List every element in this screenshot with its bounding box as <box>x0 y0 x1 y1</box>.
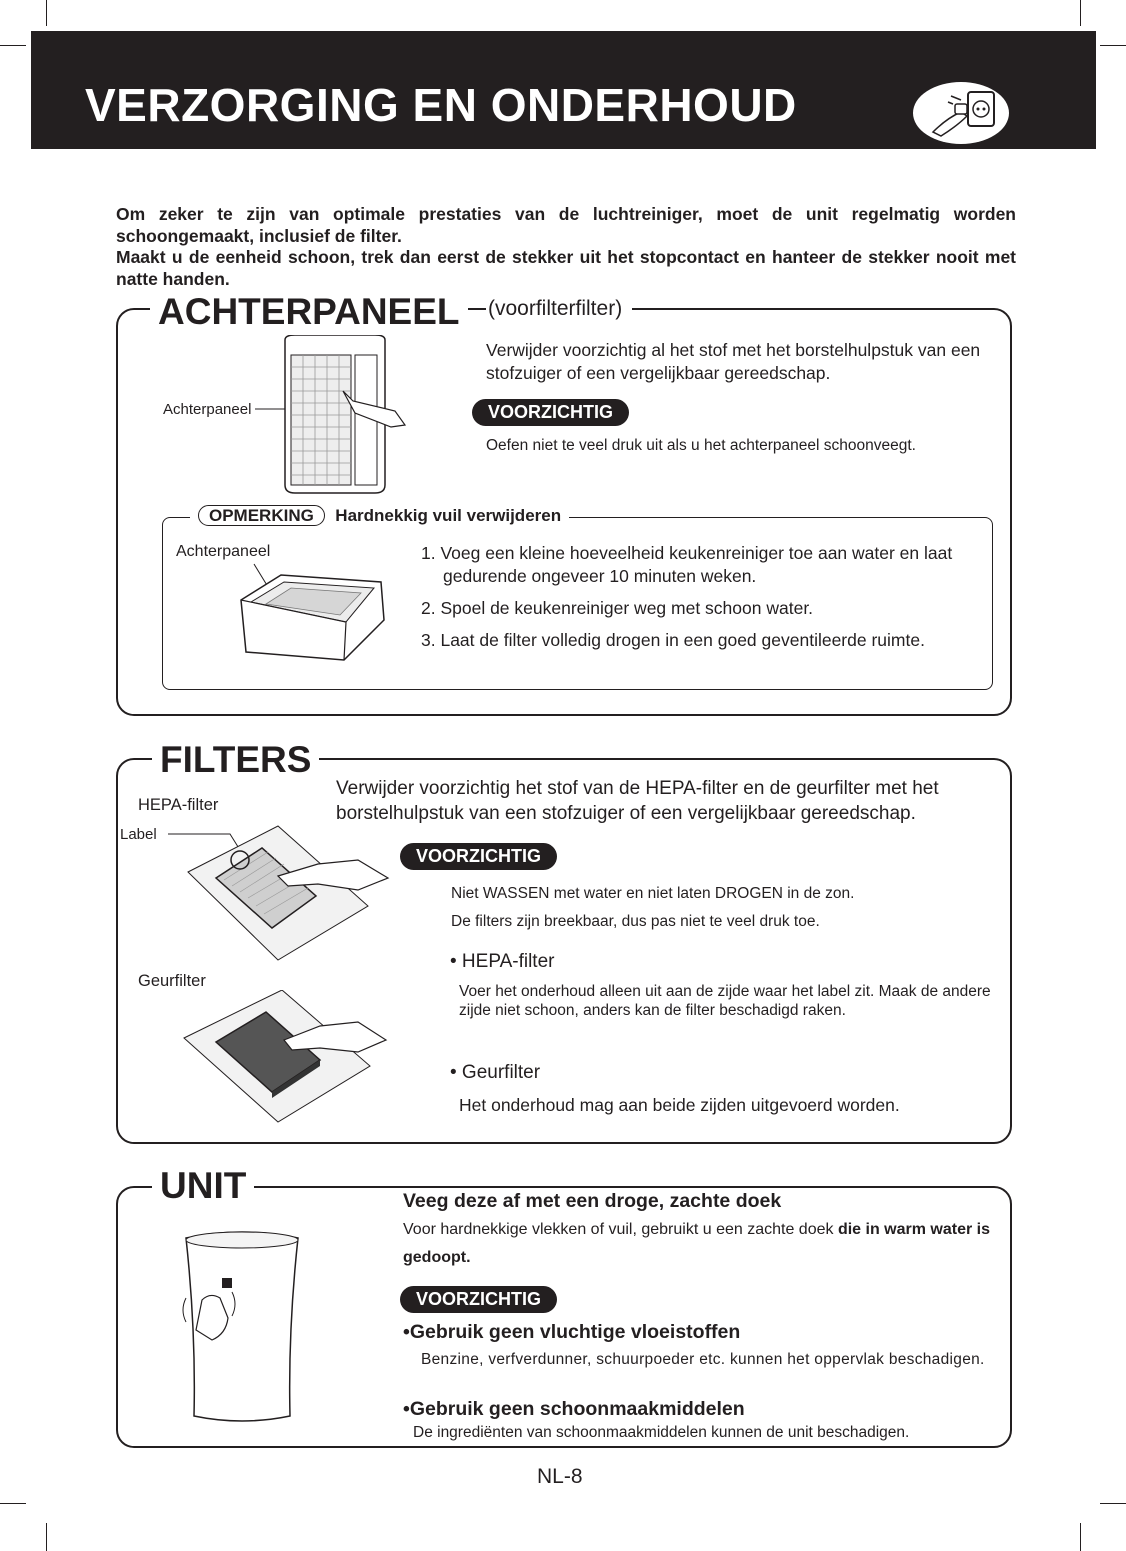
rear-panel-illustration <box>255 335 415 497</box>
unit-illustration <box>172 1230 312 1430</box>
intro-line-2: Maakt u de eenheid schoon, trek dan eerst de stekker uit het stopcontact en hanteer de stekker nooit met natte handen. <box>116 247 1016 289</box>
filters-caution-line-1: Niet WASSEN met water en niet laten DROGEN in de zon. <box>451 885 855 902</box>
hepa-heading: • HEPA-filter <box>450 951 555 972</box>
hepa-text: Voer het onderhoud alleen uit aan de zijde waar het label zit. Maak de andere zijde niet schoon, anders kan de filter beschadigd raken. <box>459 983 991 1019</box>
achterpaneel-subtitle: (voorfilterfilter) <box>486 297 632 321</box>
note-header <box>190 506 569 526</box>
unit-item2-text: De ingrediënten van schoonmaakmiddelen kunnen de unit beschadigen. <box>413 1424 910 1441</box>
unplug-icon <box>913 82 1009 144</box>
crop-mark <box>1100 1503 1126 1504</box>
geur-image-label: Geurfilter <box>138 972 206 990</box>
filters-caution-line-2: De filters zijn breekbaar, dus pas niet te veel druk toe. <box>451 913 820 930</box>
unit-item1-heading: •Gebruik geen vluchtige vloeistoffen <box>403 1321 741 1343</box>
label-marker-label: Label <box>120 826 157 843</box>
crop-mark <box>46 1523 47 1551</box>
crop-mark <box>1100 45 1126 46</box>
note-step: 3. Laat de filter volledig drogen in een goed geventileerde ruimte. <box>421 630 925 650</box>
note-steps <box>421 542 981 661</box>
achterpaneel-caution-badge: VOORZICHTIG <box>472 399 629 426</box>
page-title: VERZORGING EN ONDERHOUD <box>85 79 797 131</box>
unit-heading: Veeg deze af met een droge, zachte doek <box>403 1190 782 1212</box>
unit-item1-text: Benzine, verfverdunner, schuurpoeder etc. kunnen het oppervlak beschadigen. <box>421 1351 985 1368</box>
crop-mark <box>0 1503 26 1504</box>
geur-text: Het onderhoud mag aan beide zijden uitgevoerd worden. <box>459 1095 900 1115</box>
unit-text <box>403 1216 1003 1272</box>
note-image-label: Achterpaneel <box>176 543 271 560</box>
unit-caution-badge: VOORZICHTIG <box>400 1286 557 1313</box>
unit-text-plain: Voor hardnekkige vlekken of vuil, gebruikt u een zachte doek <box>403 1221 838 1238</box>
crop-mark <box>1080 1523 1081 1551</box>
tray-soak-illustration <box>236 560 386 670</box>
achterpaneel-image-label: Achterpaneel <box>163 401 252 418</box>
note-title: Hardnekkig vuil verwijderen <box>335 506 562 525</box>
page-number: NL-8 <box>537 1465 583 1488</box>
filters-instruction: Verwijder voorzichtig het stof van de HEPA-filter en de geurfilter met het borstelhulpstuk van een stofzuiger of een vergelijkbaar gereedschap. <box>336 776 1004 826</box>
achterpaneel-instruction: Verwijder voorzichtig al het stof met het borstelhulpstuk van een stofzuiger of een vergelijkbaar gereedschap. <box>486 340 981 383</box>
note-step: 2. Spoel de keukenreiniger weg met schoon water. <box>421 598 814 618</box>
note-step: 1. Voeg een kleine hoeveelheid keukenreiniger toe aan water en laat gedurende ongeveer 10 minuten weken. <box>421 543 953 586</box>
odor-filter-illustration <box>180 990 390 1125</box>
unit-item2-heading: •Gebruik geen schoonmaakmiddelen <box>403 1398 745 1420</box>
achterpaneel-caution-text: Oefen niet te veel druk uit als u het achterpaneel schoonveegt. <box>486 437 916 454</box>
achterpaneel-title: ACHTERPANEEL <box>150 292 468 332</box>
intro-text <box>116 204 1016 290</box>
hepa-image-label: HEPA-filter <box>138 796 219 814</box>
unit-title: UNIT <box>152 1166 254 1206</box>
crop-mark <box>1080 0 1081 26</box>
intro-line-1: Om zeker te zijn van optimale prestaties van de luchtreiniger, moet de unit regelmatig worden schoongemaakt, inclusief de filter. <box>116 204 1016 246</box>
note-badge: OPMERKING <box>198 505 325 526</box>
filters-caution-badge: VOORZICHTIG <box>400 843 557 870</box>
hepa-filter-illustration <box>168 820 393 965</box>
geur-heading: • Geurfilter <box>450 1062 541 1083</box>
crop-mark <box>0 45 26 46</box>
crop-mark <box>46 0 47 26</box>
filters-title: FILTERS <box>152 740 319 780</box>
unit-text-bold: die in warm water is gedoopt. <box>403 1221 990 1266</box>
